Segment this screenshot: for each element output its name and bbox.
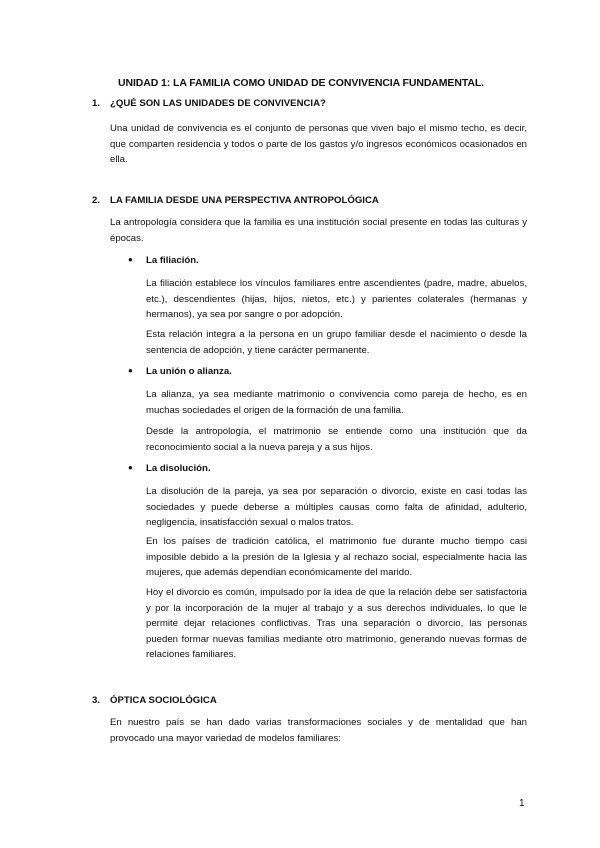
section-heading-3 bbox=[92, 695, 217, 706]
section-3-paragraph: En nuestro país se han dado varias transformaciones sociales y de mentalidad que han provocado una mayor variedad de modelos familiares: bbox=[110, 717, 527, 744]
filiacion-paragraph-2: Esta relación integra a la persona en un grupo familiar desde el nacimiento o desde la sentencia de adopción, y tiene carácter permanente. bbox=[146, 329, 527, 356]
bullet-icon: ● bbox=[128, 463, 133, 472]
bullet-icon: ● bbox=[128, 255, 133, 264]
disolucion-paragraph-1: La disolución de la pareja, ya sea por separación o divorcio, existe en casi todas las sociedades y puede deberse a múltiples causas como falta de afinidad, adulterio, negligencia, insatisfacción sexual o malos tratos. bbox=[146, 486, 527, 529]
bullet-label: La unión o alianza. bbox=[146, 366, 232, 377]
section-2-paragraph: La antropología considera que la familia es una institución social presente en todas las culturas y épocas. bbox=[110, 217, 527, 244]
disolucion-paragraph-3: Hoy el divorcio es común, impulsado por la idea de que la relación debe ser satisfactoria y por la incorporación de la mujer al trabajo y a sus derechos individuales, lo que le permite dejar relaciones conflictivas. Tras una separación o divorcio, las personas pueden formar nuevas familias mediante otro matrimonio, generando nuevas formas de relaciones familiares. bbox=[146, 587, 527, 661]
bullet-label: La filiación. bbox=[146, 255, 199, 266]
bullet-item-alianza bbox=[128, 366, 232, 377]
section-heading-text: LA FAMILIA DESDE UNA PERSPECTIVA ANTROPOLÓGICA bbox=[110, 195, 379, 206]
disolucion-paragraph-2: En los países de tradición católica, el matrimonio fue durante mucho tiempo casi imposible debido a la presión de la Iglesia y al rechazo social, especialmente hacia las mujeres, que además dependían económicamente del marido. bbox=[146, 536, 527, 579]
section-number: 3. bbox=[92, 695, 101, 706]
section-1-paragraph: Una unidad de convivencia es el conjunto de personas que viven bajo el mismo techo, es decir, que comparten residencia y todos o parte de los gastos y/o ingresos económicos ocasionados en ella. bbox=[110, 123, 527, 166]
section-heading-2 bbox=[92, 195, 379, 206]
bullet-item-disolucion bbox=[128, 463, 211, 474]
bullet-label: La disolución. bbox=[146, 463, 211, 474]
filiacion-paragraph-1: La filiación establece los vínculos familiares entre ascendientes (padre, madre, abuelos, etc.), descendientes (hijas, hijos, nietos, etc.) y parientes colaterales (hermanas y hermanos), ya sea por sangre o por adopción. bbox=[146, 278, 527, 321]
page-number: 1 bbox=[519, 798, 525, 809]
alianza-paragraph-2: Desde la antropología, el matrimonio se entiende como una institución que da reconocimiento social a la nueva pareja y a sus hijos. bbox=[146, 426, 527, 453]
section-heading-1 bbox=[92, 98, 326, 109]
section-number: 1. bbox=[92, 98, 101, 109]
bullet-item-filiacion bbox=[128, 255, 199, 266]
alianza-paragraph-1: La alianza, ya sea mediante matrimonio o convivencia como pareja de hecho, es en muchas sociedades el origen de la formación de una familia. bbox=[146, 389, 527, 416]
section-heading-text: ¿QUÉ SON LAS UNIDADES DE CONVIVENCIA? bbox=[110, 98, 326, 109]
document-title: UNIDAD 1: LA FAMILIA COMO UNIDAD DE CONVIVENCIA FUNDAMENTAL. bbox=[118, 77, 484, 89]
bullet-icon: ● bbox=[128, 366, 133, 375]
section-heading-text: ÓPTICA SOCIOLÓGICA bbox=[110, 695, 217, 706]
section-number: 2. bbox=[92, 195, 101, 206]
